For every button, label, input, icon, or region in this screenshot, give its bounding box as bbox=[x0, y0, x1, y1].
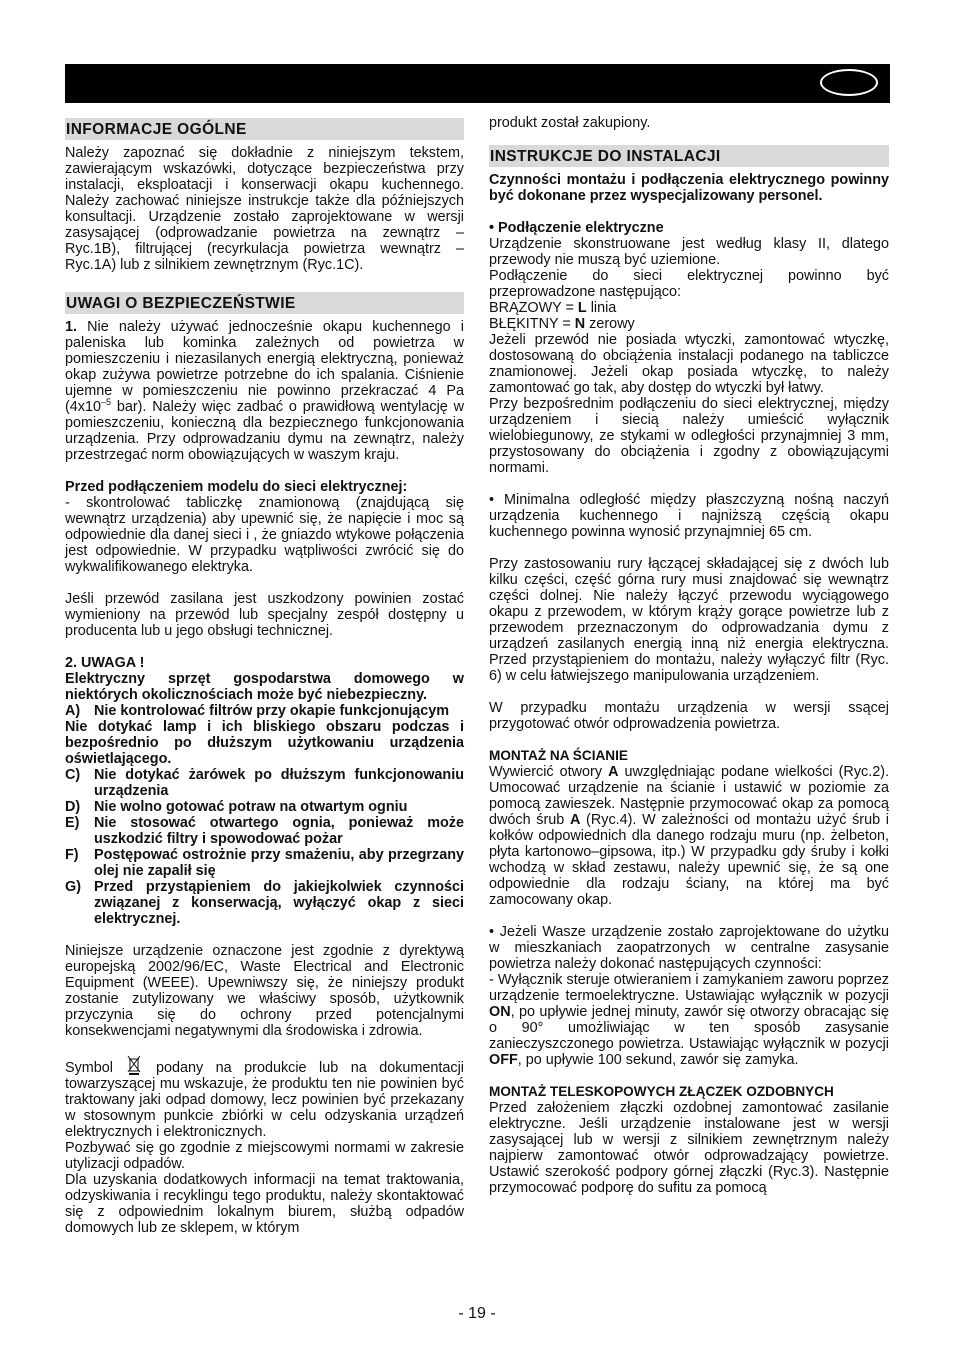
warning-item bbox=[65, 847, 464, 879]
section-heading-safety: UWAGI O BEZPIECZEŃSTWIE bbox=[65, 292, 464, 314]
warning-item-key: C) bbox=[65, 767, 81, 783]
weee-text: Niniejsze urządzenie oznaczone jest zgodnie z dyrektywą europejską 2002/96/EC, Waste Electrical and Electronic Equipment (WEEE). Upewniwszy się, że niniejszy produkt zostanie zutylizowany we właściwy sposób, użytkownik przyczynia się do ochrony przed potencjalnymi konsekwencjami negatywnymi dla środowiska i zdrowia. bbox=[65, 943, 464, 1039]
safety-text-a: Nie należy używać jednocześnie okapu kuchennego i paleniska lub kominka zależnych od powietrza w pomieszczeniu i niezasilanych energią elektryczną, ponieważ okap zużywa powietrze potrzebne do ich spalania. Ciśnienie ujemne w pomieszczeniu nie powinno przekraczać 4 Pa (4x10 bbox=[65, 319, 464, 415]
warning-item-text: Nie dotykać lamp i ich bliskiego obszaru podczas i bezpośrednio po dłuższym użytkowaniu urządzenia oświetlającego. bbox=[65, 719, 464, 767]
warning-item bbox=[65, 703, 464, 719]
crossed-bin-icon bbox=[127, 1055, 141, 1075]
electrical-text-2: Podłączenie do sieci elektrycznej powinno być przeprowadzone następująco: bbox=[489, 268, 889, 300]
pipe-text: Przy zastosowaniu rury łączącej składającej się z dwóch lub kilku części, część górna rury musi znajdować się wewnątrz części dolnej. Nie należy łączyć przewodu wyciągowego okapu z przewodem, w którym krąży gorące powietrze lub z przewodem przeznaczonym do odprowadzania dymu z urządzeń zasilanych energią inną niż energia elektryczna. Przed przystąpieniem do montażu, należy wyłączyć filtr (Ryc. 6) w celu łatwiejszego manipulowania urządzeniem. bbox=[489, 556, 889, 684]
warning-item-key: F) bbox=[65, 847, 79, 863]
continued-text: produkt został zakupiony. bbox=[489, 115, 651, 131]
cable-text: Jeśli przewód zasilana jest uszkodzony powinien zostać wymieniony na przewód lub specjalny zespół dostępny u producenta lub u jego obsługi technicznej. bbox=[65, 591, 464, 639]
left-column bbox=[65, 115, 464, 1236]
before-connection-title: Przed podłączeniem modelu do sieci elektrycznej: bbox=[65, 479, 408, 495]
warning-title: 2. UWAGA ! bbox=[65, 655, 145, 671]
point-number: 1. bbox=[65, 319, 78, 335]
wall-mount-title: MONTAŻ NA ŚCIANIE bbox=[489, 748, 628, 763]
electrical-text-1: Urządzenie skonstruowane jest według klasy II, dlatego przewody nie muszą być uziemione. bbox=[489, 236, 889, 268]
symbol-text: Symbol podany na produkcie lub na dokumentacji towarzyszącej mu wskazuje, że produktu ten nie powinien być traktowany jaki odpad domowy, lecz powinien być przekazany w stosownym punkcie zbiórki w celu odzyskania urządzeń elektrycznych i elektronicznych. bbox=[65, 1055, 464, 1140]
wall-mount-text: Wywiercić otwory A uwzględniając podane wielkości (Ryc.2). Umocować urządzenie na ścianie i ustawić w poziomie za pomocą zawieszek. Następnie przymocować okap za pomocą dwóch śrub A (Ryc.4). W zależności od montażu użyć śrub i kołków odpowiednich dla danego rodzaju muru (np. żelbeton, płyta kartonowo–gipsowa, itp.) W przypadku gdy śruby i kołki wchodzą w skład zestawu, należy upewnić się, że są one odpowiednie dla rodzaju ściany, na której ma być zamocowany okap. bbox=[489, 764, 890, 908]
section-heading-installation: INSTRUKCJE DO INSTALACJI bbox=[489, 145, 889, 167]
warning-item-text: Nie kontrolować filtrów przy okapie funkcjonującym bbox=[94, 703, 450, 719]
info-text: Dla uzyskania dodatkowych informacji na temat traktowania, odzyskiwania i recyklingu tego produktu, należy skontaktować się z odpowiednim lokalnym biurem, służbą odpadów domowych lub ze sklepem, w którym bbox=[65, 1172, 464, 1236]
warning-item-text: Przed przystąpieniem do jakiejkolwiek czynności związanej z konserwacją, wyłączyć okap z sieci elektrycznej. bbox=[94, 879, 464, 927]
safety-text-b: bar). Należy więc zadbać o prawidłową wentylację w pomieszczeniu, konieczną dla bezpiecznego funkcjonowania urządzenia. Przy odprowadzaniu dymu na zewnątrz, należy przestrzegać norm obowiązujących w waszym kraju. bbox=[65, 399, 464, 463]
warning-item-key: D) bbox=[65, 799, 81, 815]
warning-item-text: Postępować ostrożnie przy smażeniu, aby przegrzany olej nie zapalił się bbox=[94, 847, 464, 879]
general-info-text: Należy zapoznać się dokładnie z niniejszym tekstem, zawierającym wskazówki, dotyczące bezpieczeństwa przy instalacji, eksploatacji i konserwacji okapu kuchennego. Należy zachować niniejsze instrukcje także dla późniejszych konsultacji. Urządzenie zostało zaprojektowane w wersji zasysającej (odprowadzanie powietrza na zewnątrz – Ryc.1B), filtrującej (recyrkulacja powietrza wewnątrz – Ryc.1A) lub z silnikiem zewnętrznym (Ryc.1C). bbox=[65, 145, 464, 273]
warning-item bbox=[65, 767, 464, 799]
distance-text: • Minimalna odległość między płaszczyzną nośną naczyń urządzenia kuchennego i najniższą częścią okapu kuchennego powinna wynosić przynajmniej 65 cm. bbox=[489, 492, 889, 540]
warning-item bbox=[65, 879, 464, 927]
electrical-title: • Podłączenie elektryczne bbox=[489, 220, 664, 236]
right-column bbox=[489, 115, 889, 1196]
warning-intro: Elektryczny sprzęt gospodarstwa domowego w niektórych okolicznościach może być niebezpieczny. bbox=[65, 671, 464, 703]
electrical-text-4: Przy bezpośrednim podłączeniu do sieci elektrycznej, między urządzeniem i siecią należy umieścić wyłącznik wielobiegunowy, ze stykami w odległości przynajmniej 3 mm, przystosowany do obciążenia i zgodny z obowiązującymi normami. bbox=[489, 396, 889, 476]
brown-wire: BRĄZOWY = L linia bbox=[489, 300, 617, 316]
warning-item-key: G) bbox=[65, 879, 81, 895]
superscript: –5 bbox=[101, 397, 112, 408]
electrical-text-3: Jeżeli przewód nie posiada wtyczki, zamontować wtyczkę, dostosowaną do obciążenia instalacji podanego na tabliczce znamionowej. Jeżeli okap posiada wtyczkę, to należy zamontować go tak, aby dostęp do wtyczki był łatwy. bbox=[489, 332, 889, 396]
suction-text: W przypadku montażu urządzenia w wersji ssącej przygotować otwór odprowadzenia powietrza. bbox=[489, 700, 889, 732]
blue-wire: BŁĘKITNY = N zerowy bbox=[489, 316, 635, 332]
warning-list bbox=[65, 703, 464, 927]
language-badge-oval bbox=[820, 69, 878, 96]
before-connection-text: - skontrolować tabliczkę znamionową (znajdującą się wewnątrz urządzenia) aby upewnić się, że napięcie i moc są odpowiednie dla danej sieci i , że gniazdo wtykowe połączenia jest odpowiednie. W przypadku wątpliwości zwrócić się do wykwalifikowanego elektryka. bbox=[65, 495, 464, 575]
header-bar bbox=[65, 64, 890, 103]
warning-item-key: E) bbox=[65, 815, 80, 831]
warning-item-key: A) bbox=[65, 703, 81, 719]
central-suction-text: • Jeżeli Wasze urządzenie zostało zaprojektowane do użytku w mieszkaniach zaopatrzonych w centralne zasysanie powietrza należy dokonać następujących czynności: bbox=[489, 924, 889, 972]
warning-item-text: Nie wolno gotować potraw na otwartym ogniu bbox=[94, 799, 408, 815]
telescopic-title: MONTAŻ TELESKOPOWYCH ZŁĄCZEK OZDOBNYCH bbox=[489, 1084, 834, 1099]
section-heading-general: INFORMACJE OGÓLNE bbox=[65, 118, 464, 140]
warning-item-text: Nie dotykać żarówek po dłuższym funkcjonowaniu urządzenia bbox=[94, 767, 464, 799]
warning-item bbox=[65, 815, 464, 847]
safety-point-1 bbox=[65, 319, 464, 463]
switch-text: - Wyłącznik steruje otwieraniem i zamykaniem zaworu poprzez urządzenie termoelektryczne. Ustawiając wyłącznik w pozycji ON, po upływie jednej minuty, zawór się otworzy obracając się o 90° umożliwiając w ten sposób zasysanie zanieczyszczonego powietrza. Ustawiając wyłącznik w pozycji OFF, po upływie 100 sekund, zawór się zamyka. bbox=[489, 972, 889, 1068]
page-number: - 19 - bbox=[458, 1305, 496, 1322]
warning-item-text: Nie stosować otwartego ognia, ponieważ może uszkodzić filtry i spowodować pożar bbox=[94, 815, 464, 847]
warning-item bbox=[65, 719, 464, 767]
installation-intro: Czynności montażu i podłączenia elektrycznego powinny być dokonane przez wyspecjalizowany personel. bbox=[489, 172, 889, 204]
telescopic-text: Przed założeniem złączki ozdobnej zamontować zasilanie elektryczne. Jeśli urządzenie instalowane jest w wersji zasysającej lub w wersji z silnikiem zewnętrznym należy najpierw zamontować otwór odprowadzający powietrze. Ustawić szerokość podpory górnej złączki (Ryc.3). Następnie przymocować podporę do sufitu za pomocą bbox=[489, 1100, 889, 1196]
dispose-text: Pozbywać się go zgodnie z miejscowymi normami w zakresie utylizacji odpadów. bbox=[65, 1140, 464, 1172]
warning-item bbox=[65, 799, 464, 815]
